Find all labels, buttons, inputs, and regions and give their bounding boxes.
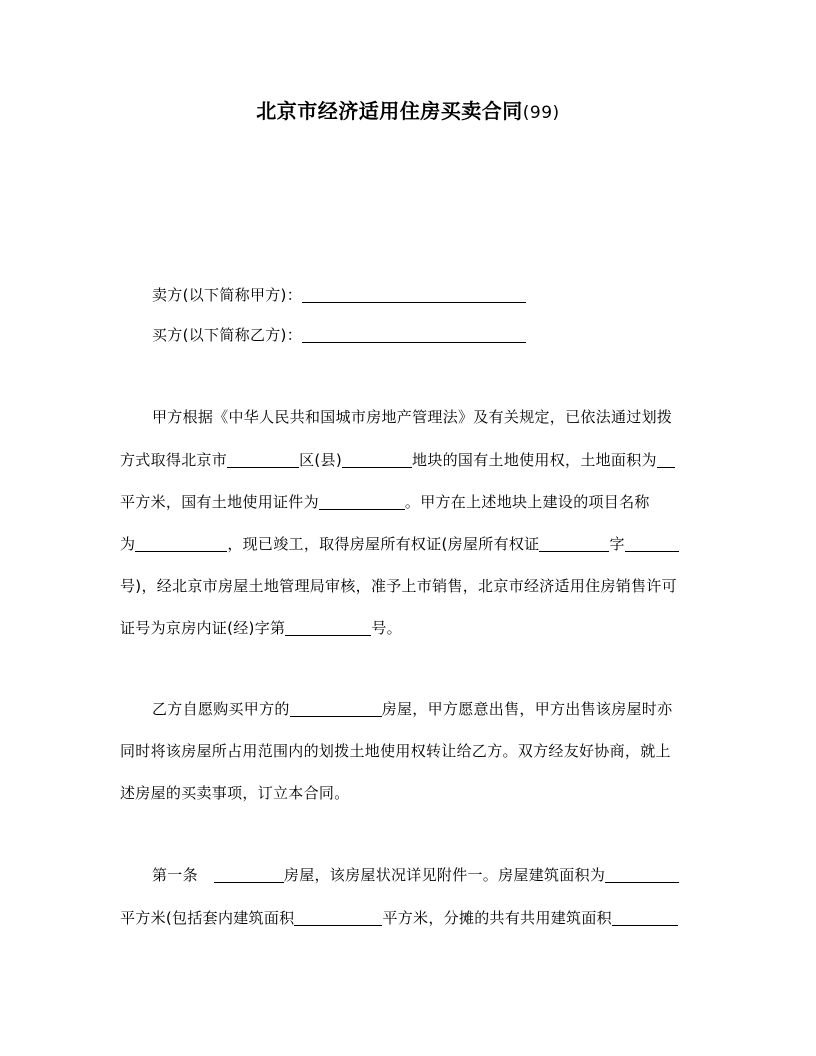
article1-heading: 第一条: [152, 866, 198, 884]
buyer-label: 买方(以下简称乙方)：: [152, 326, 303, 344]
para1-line1: [152, 406, 700, 428]
para2-text-3: 述房屋的买卖事项，订立本合同。: [120, 784, 350, 802]
para1-line5: [120, 575, 700, 597]
para2-text-1b: 房屋，甲方愿意出售，甲方出售该房屋时亦: [381, 700, 673, 718]
buyer-line: [152, 324, 700, 346]
para1-text-2c: 地块的国有土地使用权，土地面积为: [412, 451, 657, 469]
para1-text-3b: 。甲方在上述地块上建设的项目名称: [404, 493, 650, 511]
seller-blank: [302, 284, 526, 303]
sales-permit-blank: [285, 617, 371, 636]
land-area-blank: [657, 449, 675, 468]
article1-text-2a: 平方米(包括套内建筑面积: [120, 909, 295, 927]
para1-text-4a: 为: [120, 535, 136, 553]
article1-text-2b: 平方米，分摊的共有共用建筑面积: [382, 909, 612, 927]
title-suffix: (99): [522, 103, 560, 123]
house-blank: [290, 698, 382, 717]
building-area-blank: [605, 864, 679, 883]
para1-text-5: 号)，经北京市房屋土地管理局审核，准予上市销售，北京市经济适用住房销售许可: [120, 577, 677, 595]
shared-area-blank: [612, 907, 678, 926]
article1-text-1b: 房屋，该房屋状况详见附件一。房屋建筑面积为: [283, 866, 606, 884]
document-title: [0, 96, 816, 128]
article1-line2: [120, 907, 700, 929]
para1-text-6a: 证号为京房内证(经)字第: [120, 619, 286, 637]
cert-number-blank: [625, 533, 679, 552]
para1-text-3a: 平方米，国有土地使用证件为: [120, 493, 319, 511]
article1-house-blank: [214, 864, 284, 883]
title-text: 北京市经济适用住房买卖合同: [256, 99, 523, 123]
seller-label: 卖方(以下简称甲方)：: [152, 286, 303, 304]
para2-line1: [152, 698, 700, 720]
para1-text-4b: ，现已竣工，取得房屋所有权证(房屋所有权证: [227, 535, 540, 553]
para1-text-4c: 字: [609, 535, 625, 553]
cert-prefix-blank: [539, 533, 609, 552]
para1-text-1: 甲方根据《中华人民共和国城市房地产管理法》及有关规定，已依法通过划拨: [152, 408, 673, 426]
buyer-blank: [302, 324, 526, 343]
para1-text-2b: 区(县): [299, 451, 343, 469]
district-blank: [227, 449, 299, 468]
para2-text-2: 同时将该房屋所占用范围内的划拨土地使用权转让给乙方。双方经友好协商，就上: [120, 742, 671, 760]
inner-area-blank: [294, 907, 382, 926]
para2-text-1a: 乙方自愿购买甲方的: [152, 700, 290, 718]
para1-line2: [120, 449, 700, 471]
para1-line3: [120, 491, 700, 513]
para2-line3: [120, 782, 700, 804]
parcel-blank: [342, 449, 412, 468]
article1-line1: [152, 864, 700, 886]
para1-line6: [120, 617, 700, 639]
para1-line4: [120, 533, 700, 555]
para2-line2: [120, 740, 700, 762]
para1-text-6b: 号。: [371, 619, 402, 637]
land-cert-blank: [319, 491, 405, 510]
project-name-blank: [135, 533, 227, 552]
para1-text-2a: 方式取得北京市: [120, 451, 228, 469]
seller-line: [152, 284, 700, 306]
